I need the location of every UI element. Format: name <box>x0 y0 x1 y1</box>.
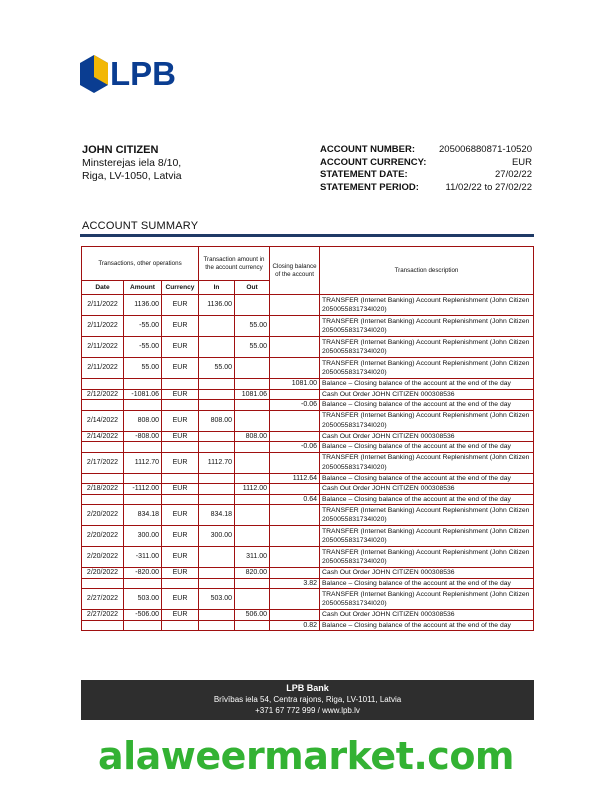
row-in <box>199 494 235 505</box>
row-date <box>82 379 124 390</box>
table-row <box>82 452 534 473</box>
table-row <box>82 358 534 379</box>
row-out: 55.00 <box>235 316 270 337</box>
row-in <box>199 431 235 442</box>
row-currency: EUR <box>162 431 199 442</box>
row-amount: -1112.00 <box>124 484 162 495</box>
statement-date-label: STATEMENT DATE: <box>320 169 408 180</box>
row-in <box>199 442 235 453</box>
row-closing-balance: 1081.00 <box>270 379 320 390</box>
row-currency <box>162 494 199 505</box>
row-out <box>235 410 270 431</box>
header-currency: Currency <box>162 281 199 295</box>
statement-period-label: STATEMENT PERIOD: <box>320 181 419 193</box>
watermark: alaweermarket.com <box>97 734 515 778</box>
client-address-line1: Minsterejas iela 8/10, <box>82 157 182 169</box>
table-row <box>82 589 534 610</box>
row-currency <box>162 578 199 589</box>
row-description: Balance – Closing balance of the account at the end of the day <box>320 473 534 484</box>
row-amount: 503.00 <box>124 589 162 610</box>
row-currency <box>162 473 199 484</box>
row-currency: EUR <box>162 337 199 358</box>
table-row <box>82 389 534 400</box>
row-description: Balance – Closing balance of the account at the end of the day <box>320 442 534 453</box>
row-date: 2/20/2022 <box>82 568 124 579</box>
row-date: 2/18/2022 <box>82 484 124 495</box>
row-description: TRANSFER (Internet Banking) Account Replenishment (John Citizen 2050055831734I020) <box>320 452 534 473</box>
row-date <box>82 400 124 411</box>
account-details <box>320 144 532 194</box>
row-closing-balance <box>270 589 320 610</box>
row-description: TRANSFER (Internet Banking) Account Replenishment (John Citizen 2050055831734I020) <box>320 410 534 431</box>
row-closing-balance: 0.64 <box>270 494 320 505</box>
row-closing-balance: 1112.64 <box>270 473 320 484</box>
row-amount <box>124 442 162 453</box>
row-amount: -1081.06 <box>124 389 162 400</box>
row-out <box>235 379 270 390</box>
header-amount-group: Transaction amount in the account currency <box>199 247 270 281</box>
row-closing-balance: 0.82 <box>270 620 320 631</box>
row-amount <box>124 379 162 390</box>
row-description: Balance – Closing balance of the account at the end of the day <box>320 379 534 390</box>
client-address-line2: Riga, LV-1050, Latvia <box>82 170 182 182</box>
footer-address: Brīvības iela 54, Centra rajons, Riga, LV-1011, Latvia <box>213 695 402 704</box>
table-row <box>82 295 534 316</box>
row-out <box>235 589 270 610</box>
summary-divider <box>80 234 534 237</box>
row-date: 2/11/2022 <box>82 358 124 379</box>
row-description: Balance – Closing balance of the account at the end of the day <box>320 494 534 505</box>
table-row <box>82 610 534 621</box>
row-closing-balance <box>270 389 320 400</box>
header-out: Out <box>235 281 270 295</box>
row-closing-balance <box>270 358 320 379</box>
row-currency <box>162 442 199 453</box>
row-date <box>82 442 124 453</box>
row-out <box>235 400 270 411</box>
row-date: 2/12/2022 <box>82 389 124 400</box>
row-amount: 300.00 <box>124 526 162 547</box>
row-closing-balance: -0.06 <box>270 400 320 411</box>
row-description: TRANSFER (Internet Banking) Account Replenishment (John Citizen 2050055831734I020) <box>320 589 534 610</box>
row-currency: EUR <box>162 547 199 568</box>
statement-date: 27/02/22 <box>495 169 532 180</box>
row-in: 1136.00 <box>199 295 235 316</box>
row-out <box>235 620 270 631</box>
account-number-label: ACCOUNT NUMBER: <box>320 144 415 155</box>
logo-text: LPB <box>110 55 176 92</box>
row-out: 55.00 <box>235 337 270 358</box>
row-amount <box>124 400 162 411</box>
row-closing-balance <box>270 337 320 358</box>
row-currency: EUR <box>162 410 199 431</box>
row-description: TRANSFER (Internet Banking) Account Replenishment (John Citizen 2050055831734I020) <box>320 526 534 547</box>
bank-logo <box>80 55 200 93</box>
row-amount: -55.00 <box>124 316 162 337</box>
row-date: 2/20/2022 <box>82 547 124 568</box>
row-description: Cash Out Order JOHN CITIZEN 000308536 <box>320 389 534 400</box>
row-currency <box>162 400 199 411</box>
row-date: 2/17/2022 <box>82 452 124 473</box>
row-closing-balance: 3.82 <box>270 578 320 589</box>
table-row <box>82 484 534 495</box>
row-out <box>235 505 270 526</box>
row-closing-balance <box>270 431 320 442</box>
row-amount: -55.00 <box>124 337 162 358</box>
header-closing-balance: Closing balance of the account <box>270 247 320 295</box>
row-description: Cash Out Order JOHN CITIZEN 000308536 <box>320 568 534 579</box>
row-closing-balance: -0.06 <box>270 442 320 453</box>
row-closing-balance <box>270 610 320 621</box>
table-row <box>82 410 534 431</box>
row-description: Balance – Closing balance of the account at the end of the day <box>320 620 534 631</box>
row-out <box>235 494 270 505</box>
row-amount: 55.00 <box>124 358 162 379</box>
row-in <box>199 620 235 631</box>
row-closing-balance <box>270 547 320 568</box>
table-row <box>82 620 534 631</box>
row-out: 506.00 <box>235 610 270 621</box>
client-name: JOHN CITIZEN <box>82 144 159 156</box>
table-row <box>82 316 534 337</box>
table-row <box>82 473 534 484</box>
row-closing-balance <box>270 410 320 431</box>
row-currency: EUR <box>162 295 199 316</box>
row-in <box>199 568 235 579</box>
row-date <box>82 578 124 589</box>
row-description: Balance – Closing balance of the account at the end of the day <box>320 400 534 411</box>
row-out <box>235 442 270 453</box>
row-closing-balance <box>270 526 320 547</box>
row-description: Balance – Closing balance of the account at the end of the day <box>320 578 534 589</box>
table-row <box>82 379 534 390</box>
row-description: Cash Out Order JOHN CITIZEN 000308536 <box>320 431 534 442</box>
row-date: 2/11/2022 <box>82 316 124 337</box>
table-row <box>82 547 534 568</box>
row-amount <box>124 620 162 631</box>
row-in <box>199 379 235 390</box>
row-date <box>82 494 124 505</box>
row-out <box>235 578 270 589</box>
row-date: 2/11/2022 <box>82 295 124 316</box>
row-currency: EUR <box>162 358 199 379</box>
table-row <box>82 431 534 442</box>
header-date: Date <box>82 281 124 295</box>
row-in <box>199 389 235 400</box>
row-amount: -311.00 <box>124 547 162 568</box>
row-out <box>235 526 270 547</box>
row-out <box>235 452 270 473</box>
row-in <box>199 337 235 358</box>
row-currency: EUR <box>162 526 199 547</box>
header-transactions-group: Transactions, other operations <box>82 247 199 281</box>
account-currency: EUR <box>511 156 532 168</box>
table-row <box>82 505 534 526</box>
footer-contact: +371 67 772 999 / www.lpb.lv <box>255 706 360 715</box>
row-out: 808.00 <box>235 431 270 442</box>
row-in <box>199 484 235 495</box>
row-date: 2/20/2022 <box>82 505 124 526</box>
row-date: 2/20/2022 <box>82 526 124 547</box>
row-amount: -506.00 <box>124 610 162 621</box>
table-row <box>82 494 534 505</box>
row-currency: EUR <box>162 610 199 621</box>
row-closing-balance <box>270 505 320 526</box>
footer-bank-name: LPB Bank <box>286 683 329 693</box>
row-amount <box>124 473 162 484</box>
footer-bar <box>81 680 534 720</box>
row-currency: EUR <box>162 389 199 400</box>
row-amount: -820.00 <box>124 568 162 579</box>
row-in <box>199 316 235 337</box>
row-description: TRANSFER (Internet Banking) Account Replenishment (John Citizen 2050055831734I020) <box>320 295 534 316</box>
row-description: TRANSFER (Internet Banking) Account Replenishment (John Citizen 2050055831734I020) <box>320 505 534 526</box>
row-in: 300.00 <box>199 526 235 547</box>
row-closing-balance <box>270 295 320 316</box>
row-in <box>199 473 235 484</box>
row-description: Cash Out Order JOHN CITIZEN 000308536 <box>320 610 534 621</box>
header-description: Transaction description <box>320 247 534 295</box>
row-amount: -808.00 <box>124 431 162 442</box>
logo-mark-icon <box>80 55 108 93</box>
row-date <box>82 473 124 484</box>
row-description: TRANSFER (Internet Banking) Account Replenishment (John Citizen 2050055831734I020) <box>320 358 534 379</box>
row-amount: 1136.00 <box>124 295 162 316</box>
row-currency: EUR <box>162 589 199 610</box>
row-closing-balance <box>270 568 320 579</box>
row-description: TRANSFER (Internet Banking) Account Replenishment (John Citizen 2050055831734I020) <box>320 337 534 358</box>
row-in: 834.18 <box>199 505 235 526</box>
account-summary-title: ACCOUNT SUMMARY <box>82 220 199 232</box>
row-currency: EUR <box>162 484 199 495</box>
row-date: 2/14/2022 <box>82 431 124 442</box>
table-row <box>82 526 534 547</box>
row-out <box>235 358 270 379</box>
row-date: 2/11/2022 <box>82 337 124 358</box>
statement-period: 11/02/22 to 27/02/22 <box>445 181 532 193</box>
row-currency: EUR <box>162 505 199 526</box>
row-in: 55.00 <box>199 358 235 379</box>
row-closing-balance <box>270 316 320 337</box>
row-out <box>235 473 270 484</box>
table-row <box>82 337 534 358</box>
row-date <box>82 620 124 631</box>
row-amount: 834.18 <box>124 505 162 526</box>
row-in: 503.00 <box>199 589 235 610</box>
account-currency-label: ACCOUNT CURRENCY: <box>320 156 427 168</box>
row-out: 311.00 <box>235 547 270 568</box>
row-description: TRANSFER (Internet Banking) Account Replenishment (John Citizen 2050055831734I020) <box>320 316 534 337</box>
row-currency: EUR <box>162 568 199 579</box>
row-description: TRANSFER (Internet Banking) Account Replenishment (John Citizen 2050055831734I020) <box>320 547 534 568</box>
row-date: 2/27/2022 <box>82 610 124 621</box>
row-in <box>199 400 235 411</box>
row-currency: EUR <box>162 316 199 337</box>
client-block <box>82 144 182 183</box>
row-amount <box>124 578 162 589</box>
row-currency <box>162 379 199 390</box>
table-row <box>82 400 534 411</box>
row-amount: 808.00 <box>124 410 162 431</box>
transactions-table <box>81 246 534 631</box>
table-row <box>82 442 534 453</box>
row-currency <box>162 620 199 631</box>
row-out <box>235 295 270 316</box>
transactions-body <box>82 295 534 631</box>
header-amount: Amount <box>124 281 162 295</box>
row-in <box>199 610 235 621</box>
row-out: 1081.06 <box>235 389 270 400</box>
row-currency: EUR <box>162 452 199 473</box>
row-in <box>199 578 235 589</box>
row-amount <box>124 494 162 505</box>
table-row <box>82 568 534 579</box>
row-date: 2/27/2022 <box>82 589 124 610</box>
header-in: In <box>199 281 235 295</box>
row-closing-balance <box>270 484 320 495</box>
row-in <box>199 547 235 568</box>
row-in: 808.00 <box>199 410 235 431</box>
row-in: 1112.70 <box>199 452 235 473</box>
table-row <box>82 578 534 589</box>
row-out: 1112.00 <box>235 484 270 495</box>
account-number: 205006880871-10520 <box>439 144 532 155</box>
row-description: Cash Out Order JOHN CITIZEN 000308536 <box>320 484 534 495</box>
row-date: 2/14/2022 <box>82 410 124 431</box>
row-closing-balance <box>270 452 320 473</box>
row-amount: 1112.70 <box>124 452 162 473</box>
row-out: 820.00 <box>235 568 270 579</box>
